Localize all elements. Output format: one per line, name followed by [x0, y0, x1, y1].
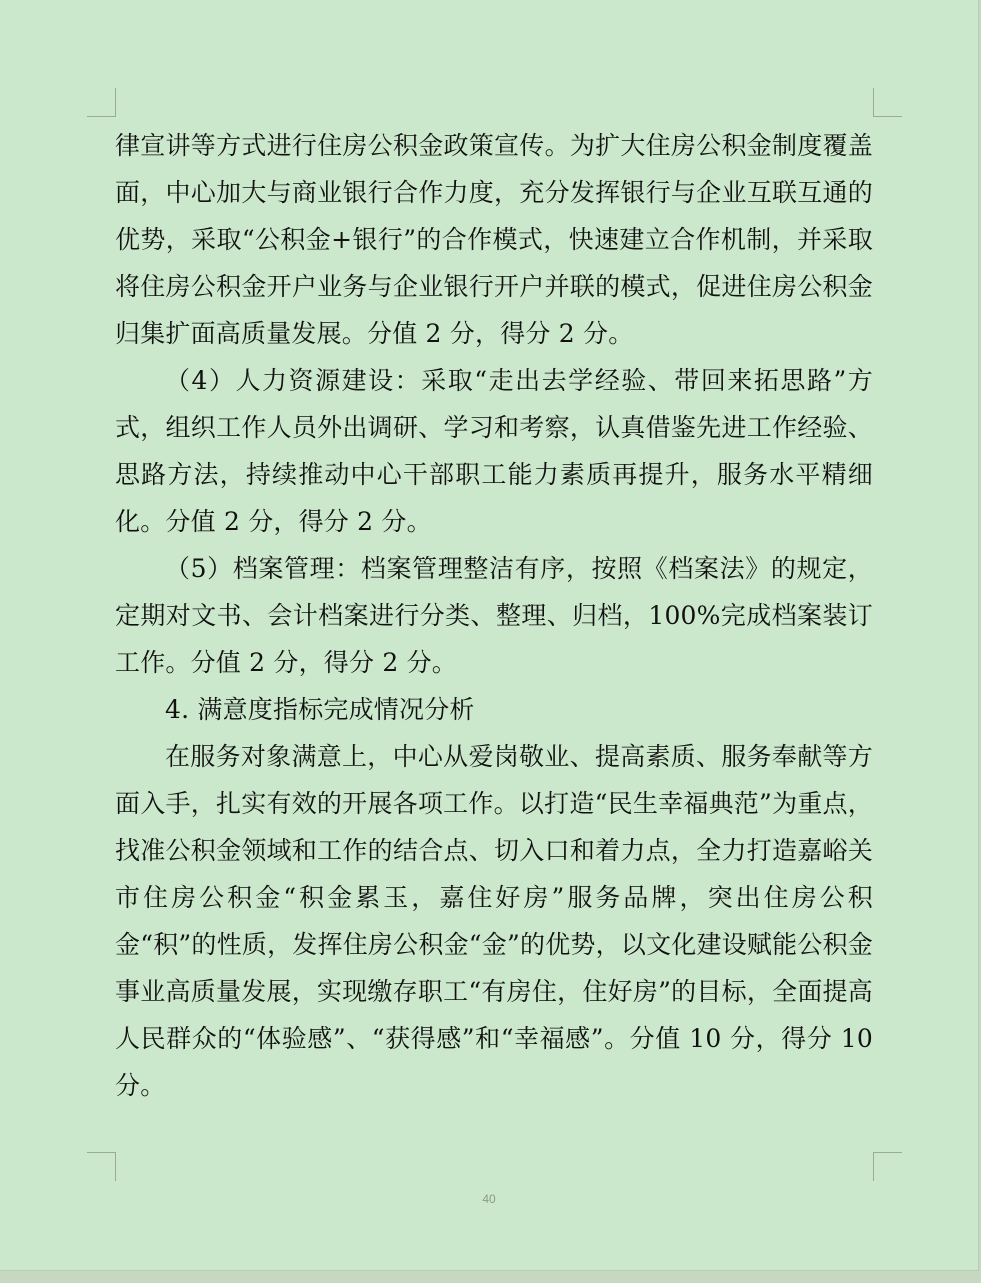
document-body — [115, 122, 873, 1109]
crop-mark-bottom-left — [87, 1152, 116, 1181]
crop-mark-top-left — [87, 88, 116, 117]
paragraph-satisfaction: 在服务对象满意上，中心从爱岗敬业、提高素质、服务奉献等方面入手，扎实有效的开展各项工作。以打造“民生幸福典范”为重点，找准公积金领域和工作的结合点、切入口和着力点，全力打造嘉峪关市住房公积金“积金累玉，嘉住好房”服务品牌，突出住房公积金“积”的性质，发挥住房公积金“金”的优势，以文化建设赋能公积金事业高质量发展，实现缴存职工“有房住，住好房”的目标，全面提高人民群众的“体验感”、“获得感”和“幸福感”。分值 10 分，得分 10 分。 — [115, 742, 873, 1100]
page-number: 40 — [482, 1192, 496, 1206]
paragraph-publicity: 律宣讲等方式进行住房公积金政策宣传。为扩大住房公积金制度覆盖面，中心加大与商业银行合作力度，充分发挥银行与企业互联互通的优势，采取“公积金+银行”的合作模式，快速建立合作机制，并采取将住房公积金开户业务与企业银行开户并联的模式，促进住房公积金归集扩面高质量发展。分值 2 分，得分 2 分。 — [115, 131, 873, 348]
paragraph-archive-management: （5）档案管理：档案管理整洁有序，按照《档案法》的规定，定期对文书、会计档案进行分类、整理、归档，100%完成档案装订工作。分值 2 分，得分 2 分。 — [115, 554, 873, 677]
section-heading-satisfaction: 4. 满意度指标完成情况分析 — [165, 695, 475, 724]
crop-mark-top-right — [873, 88, 902, 117]
crop-mark-bottom-right — [873, 1152, 902, 1181]
paragraph-human-resources: （4）人力资源建设：采取“走出去学经验、带回来拓思路”方式，组织工作人员外出调研、学习和考察，认真借鉴先进工作经验、思路方法，持续推动中心干部职工能力素质再提升，服务水平精细化。分值 2 分，得分 2 分。 — [115, 366, 873, 536]
